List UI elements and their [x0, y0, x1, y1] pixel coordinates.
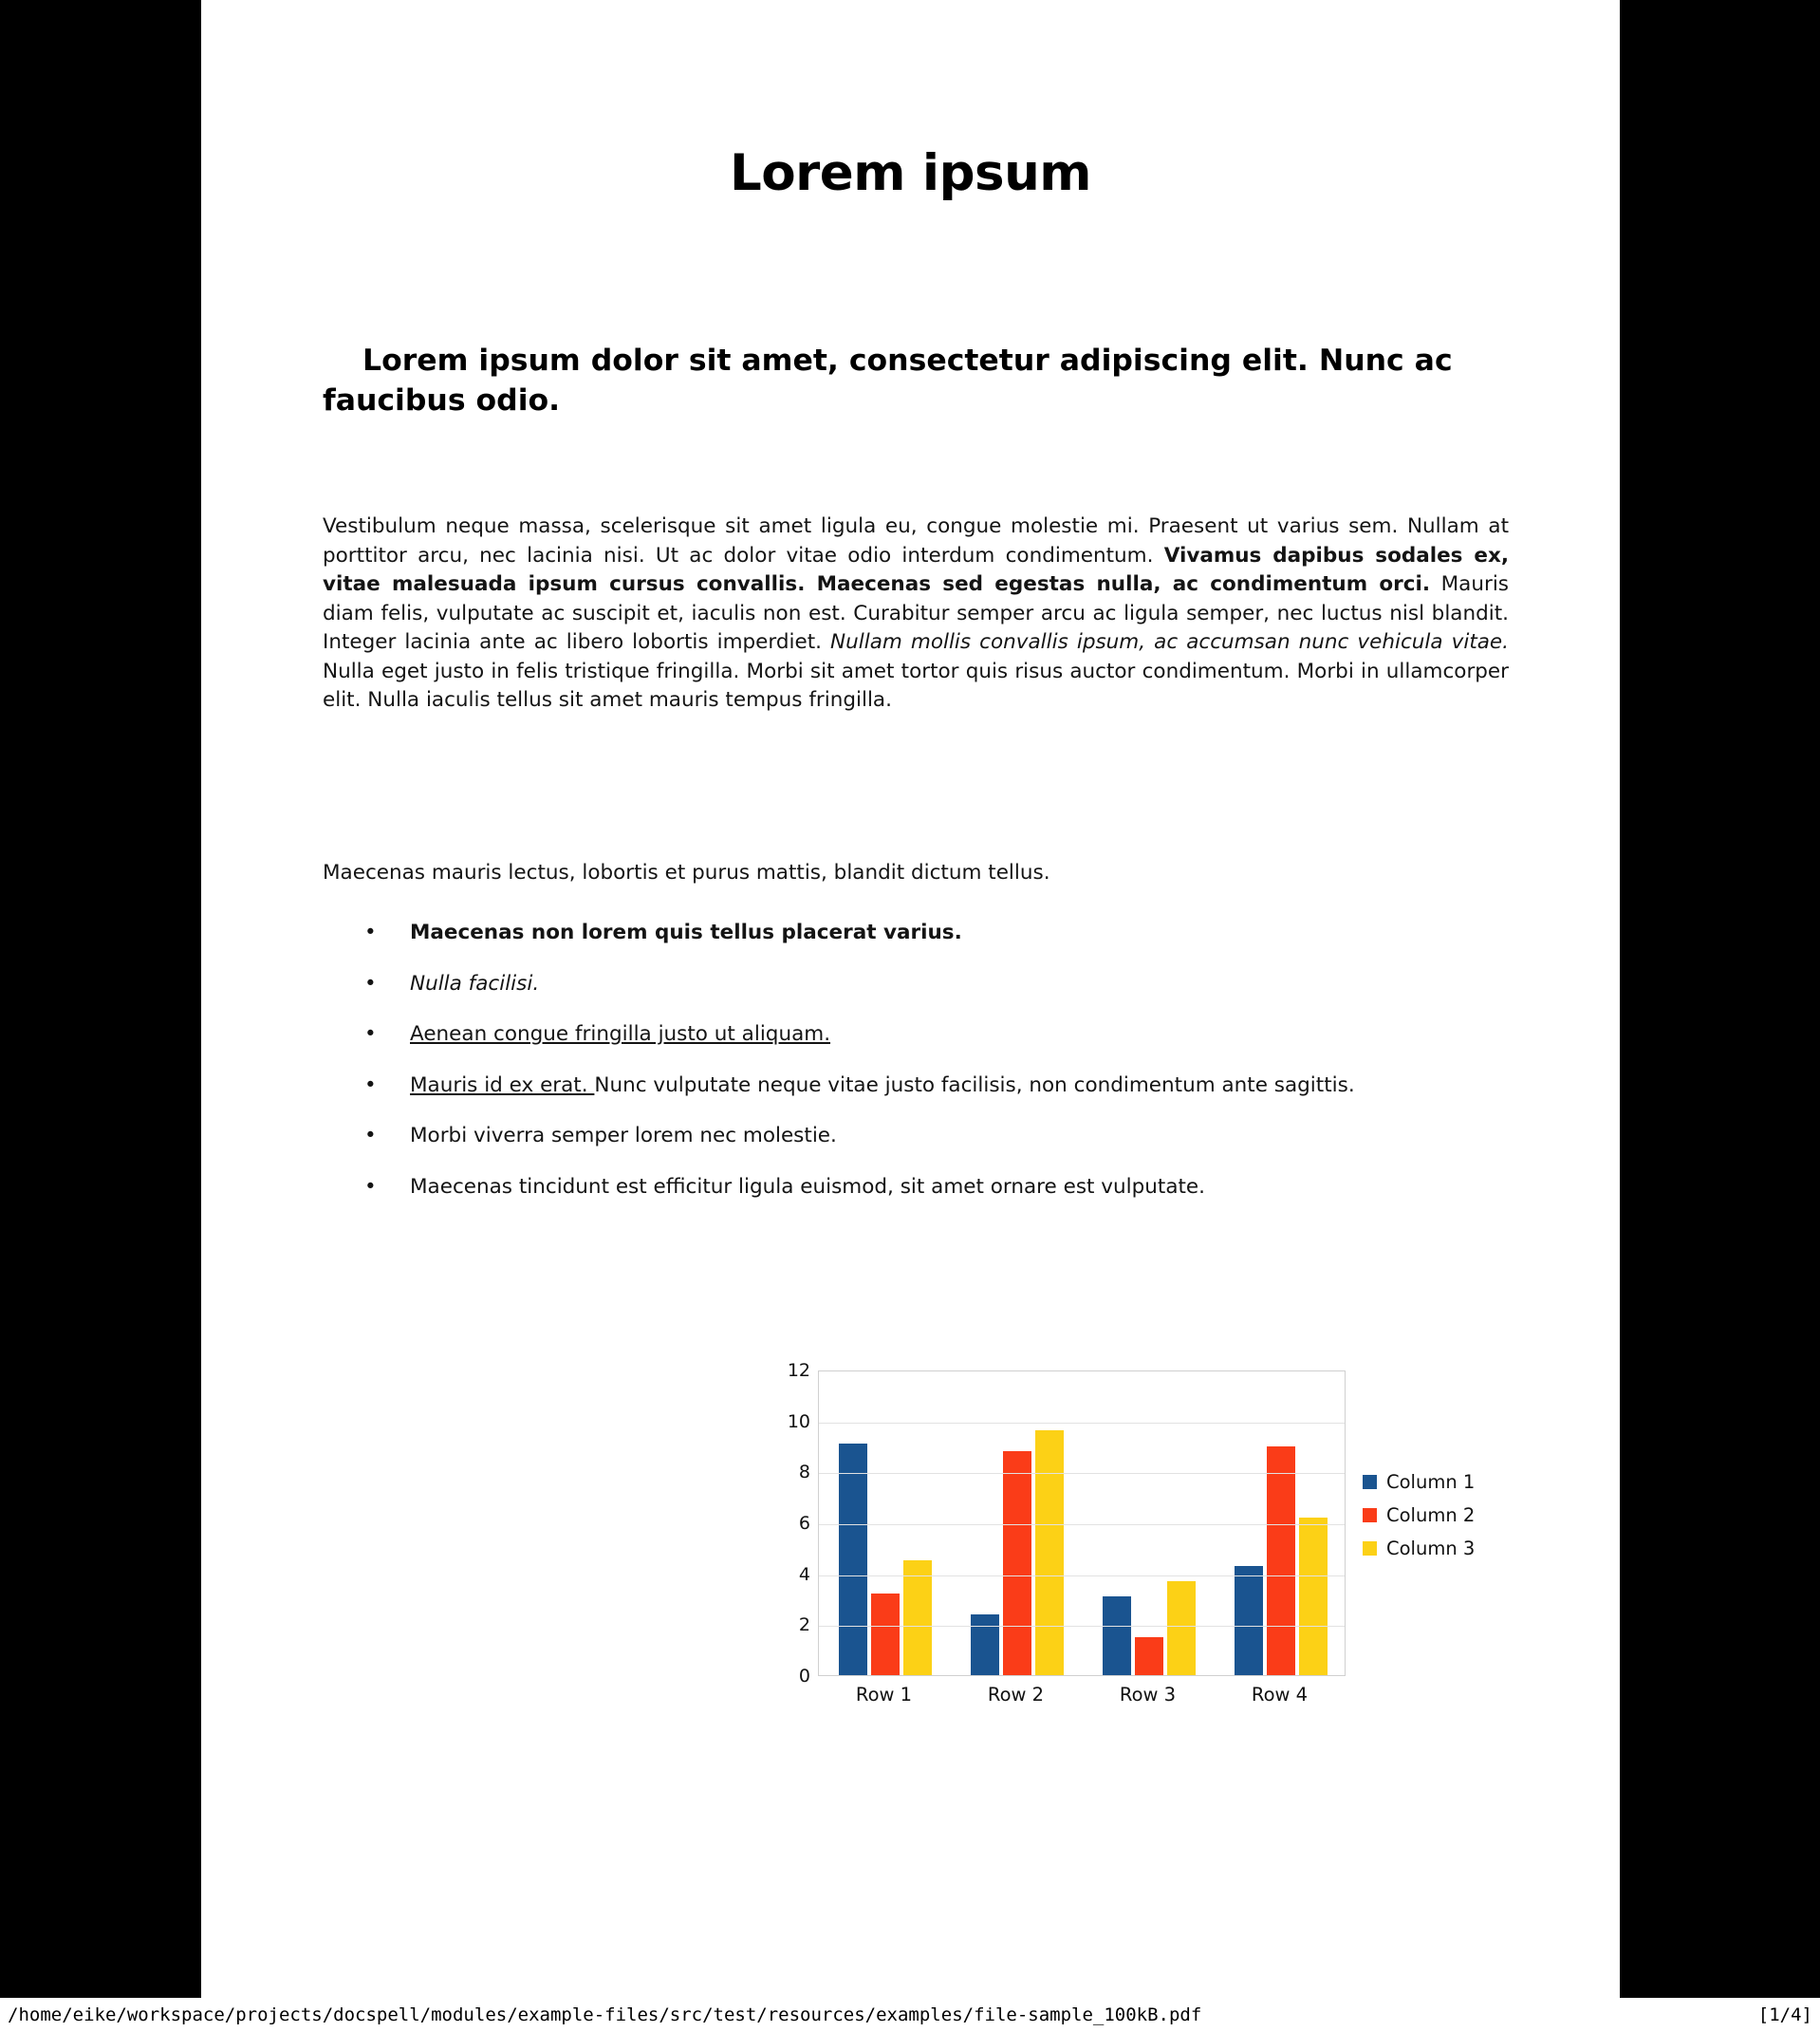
chart-y-tick-label: 12 [787, 1360, 810, 1381]
legend-swatch-icon [1363, 1475, 1377, 1489]
chart-bar [1135, 1637, 1163, 1675]
chart-y-tick-label: 8 [798, 1462, 810, 1483]
chart-y-tick-label: 2 [798, 1614, 810, 1636]
chart-gridline [819, 1626, 1345, 1627]
chart-bar [1103, 1596, 1131, 1675]
document-subtitle: Lorem ipsum dolor sit amet, consectetur adipiscing elit. Nunc ac faucibus odio. [323, 344, 1453, 418]
chart-y-tick-label: 0 [798, 1666, 810, 1687]
list-item-label: Aenean congue fringilla justo ut aliquam. [410, 1022, 831, 1047]
file-path-label: /home/eike/workspace/projects/docspell/modules/example-files/src/test/resources/examples/file-sample_100kB.pdf [8, 2004, 1202, 2025]
chart-gridline [819, 1473, 1345, 1474]
chart-x-tick-label: Row 2 [987, 1684, 1045, 1706]
paragraph-1-bold: Vivamus dapibus sodales ex, vitae malesuada ipsum cursus convallis. Maecenas sed egestas nulla, ac condimentum orci. [323, 543, 1509, 597]
legend-label: Column 3 [1386, 1538, 1476, 1559]
list-item [323, 1122, 1509, 1151]
list-item-label: Mauris id ex erat. [410, 1072, 595, 1097]
chart-y-tick-label: 6 [798, 1513, 810, 1534]
chart-y-tick-label: 4 [798, 1563, 810, 1585]
list-item [323, 1173, 1509, 1202]
document-page [201, 0, 1620, 1998]
chart-x-tick-label: Row 4 [1251, 1684, 1309, 1706]
paragraph-1 [323, 513, 1509, 716]
chart-bar [1167, 1581, 1196, 1675]
chart-bar [839, 1444, 867, 1675]
legend-swatch-icon [1363, 1508, 1377, 1522]
chart-gridline [819, 1524, 1345, 1525]
bullet-marker-icon: • [364, 971, 377, 996]
list-item-label: Maecenas tincidunt est efficitur ligula euismod, sit amet ornare est vulputate. [410, 1174, 1205, 1199]
chart-legend-item [1363, 1504, 1475, 1526]
chart-x-tick-label: Row 3 [1119, 1684, 1177, 1706]
paragraph-1-text-b: Mauris diam felis, vulputate ac suscipit et, iaculis non est. Curabitur semper arcu ac ligula semper, nec luctus nisl blandit. Integer lacinia ante ac libero lobortis imperdiet. [323, 572, 1509, 655]
paragraph-1-italic: Nullam mollis convallis ipsum, ac accumsan nunc vehicula vitae. [830, 630, 1509, 655]
list-item [323, 919, 1509, 948]
chart-bar [903, 1560, 932, 1675]
bullet-marker-icon: • [364, 1022, 377, 1047]
status-bar [0, 1998, 1820, 2032]
chart-bar [871, 1594, 900, 1675]
chart-bar [1299, 1518, 1328, 1675]
paragraph-1-text-c: Nulla eget justo in felis tristique fringilla. Morbi sit amet tortor quis risus auctor condimentum. Morbi in ullamcorper elit. Nulla iaculis tellus sit amet mauris tempus fringilla. [323, 659, 1509, 713]
chart-bar [1035, 1430, 1064, 1675]
list-item [323, 1072, 1509, 1101]
chart-x-tick-label: Row 1 [855, 1684, 913, 1706]
page-content [201, 0, 1620, 1998]
bullet-list [323, 919, 1509, 1223]
chart-bar [971, 1614, 999, 1675]
list-item-label: Morbi viverra semper lorem nec molestie. [410, 1124, 837, 1148]
paragraph-2: Maecenas mauris lectus, lobortis et purus mattis, blandit dictum tellus. [323, 861, 1050, 885]
chart-gridline [819, 1423, 1345, 1424]
chart-gridline [819, 1575, 1345, 1576]
chart-y-tick-label: 10 [787, 1410, 810, 1432]
chart-bar [1235, 1566, 1263, 1675]
list-item [323, 970, 1509, 999]
page-title: Lorem ipsum [729, 144, 1092, 202]
legend-label: Column 1 [1386, 1471, 1476, 1493]
list-item-label: Nulla facilisi. [410, 971, 540, 996]
legend-swatch-icon [1363, 1541, 1377, 1556]
paragraph-1-text-a: Vestibulum neque massa, scelerisque sit amet ligula eu, congue molestie mi. Praesent ut varius sem. Nullam at porttitor arcu, nec lacinia nisi. Ut ac dolor vitae odio interdum condimentum. [323, 514, 1509, 568]
bar-chart [733, 1359, 1492, 1743]
list-item-label: Maecenas non lorem quis tellus placerat varius. [410, 921, 962, 944]
legend-label: Column 2 [1386, 1504, 1476, 1526]
list-item [323, 1020, 1509, 1050]
bullet-marker-icon: • [364, 1174, 377, 1199]
chart-bar [1003, 1451, 1031, 1675]
chart-bars [819, 1371, 1345, 1675]
page-indicator: [1/4] [1757, 2004, 1812, 2025]
chart-plot-area [818, 1370, 1346, 1676]
bullet-marker-icon: • [364, 1124, 377, 1148]
chart-legend-item [1363, 1471, 1475, 1493]
bullet-marker-icon: • [364, 1072, 377, 1097]
bullet-marker-icon: • [364, 921, 377, 944]
list-item-suffix: Nunc vulputate neque vitae justo facilisis, non condimentum ante sagittis. [594, 1072, 1355, 1097]
chart-bar [1267, 1446, 1295, 1676]
chart-legend-item [1363, 1538, 1475, 1559]
chart-legend [1363, 1471, 1475, 1571]
